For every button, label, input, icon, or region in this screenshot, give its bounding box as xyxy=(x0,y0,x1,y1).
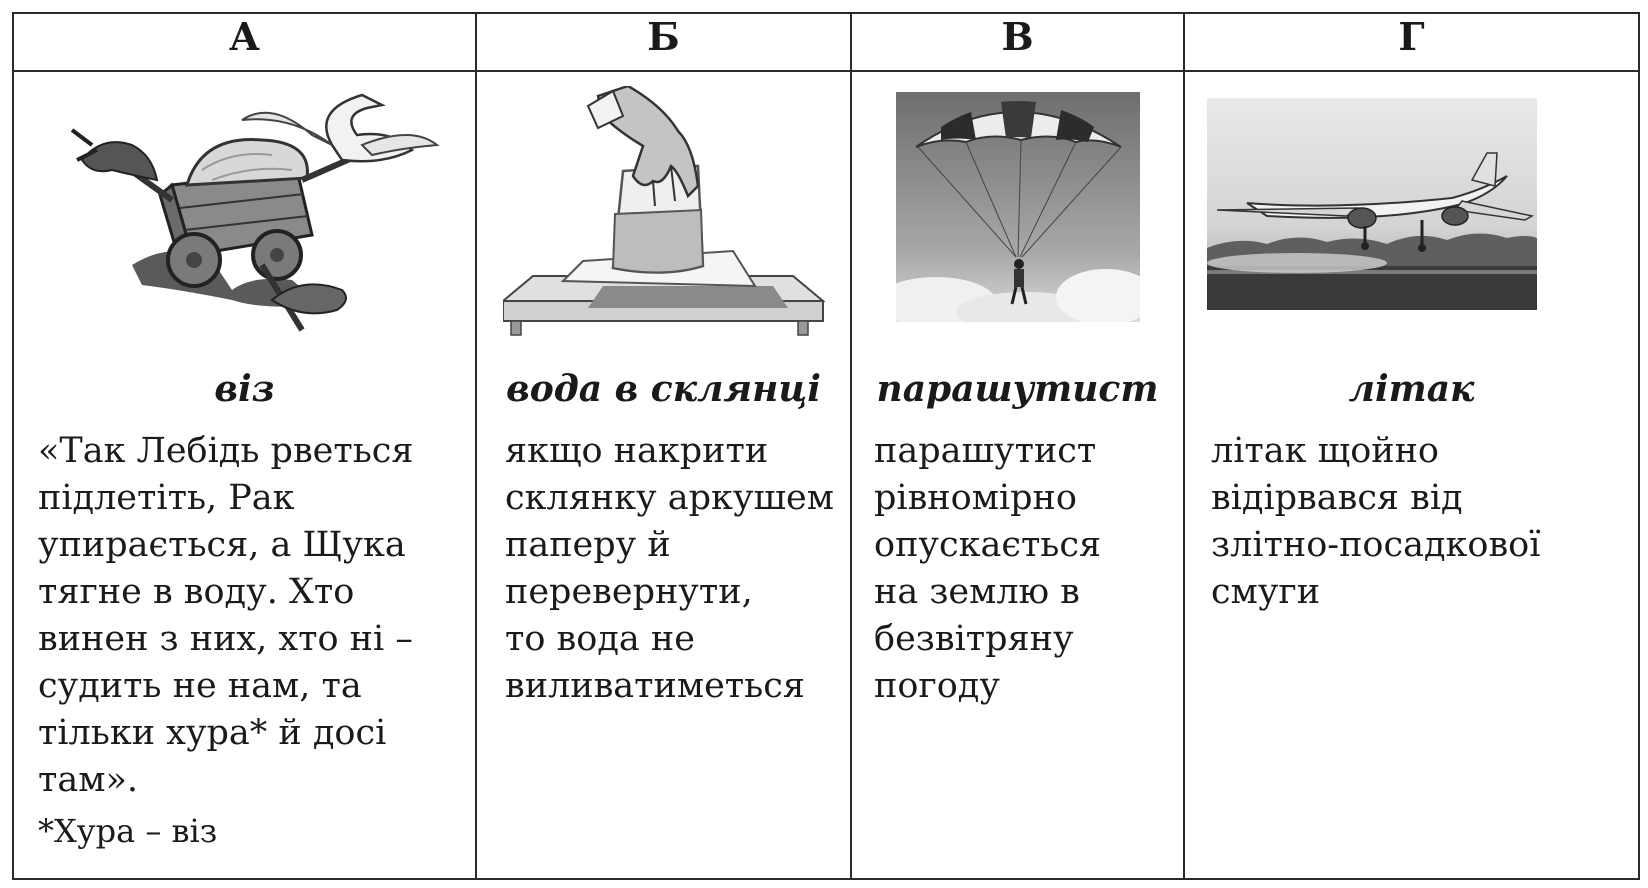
header-row xyxy=(13,13,1639,71)
caption-b: вода в склянці xyxy=(506,368,821,410)
cart-swan-crayfish-pike-illustration xyxy=(62,90,442,340)
column-letter-a: А xyxy=(13,13,476,71)
description-v: парашутист рівномірно опускається на землю в безвітряну погоду xyxy=(874,431,1102,706)
content-row xyxy=(13,71,1639,879)
description-a: «Так Лебідь рветься підлетіть, Рак упирається, а Щука тягне в воду. Хто винен з них, хто ні – судить не нам, та тільки хура* й досі там». xyxy=(38,431,414,800)
caption-g: літак xyxy=(1348,368,1475,410)
parachutist-photo xyxy=(896,92,1140,322)
option-a-cell xyxy=(13,71,476,879)
description-g: літак щойно відірвався від злітно-посадкової смуги xyxy=(1211,431,1541,612)
airplane-takeoff-photo xyxy=(1207,98,1537,310)
option-g-cell xyxy=(1184,71,1639,879)
option-v-cell xyxy=(851,71,1184,879)
column-letter-v: В xyxy=(851,13,1184,71)
glass-of-water-on-paper-illustration xyxy=(503,86,825,336)
options-table xyxy=(12,12,1640,880)
column-letter-g: Г xyxy=(1184,13,1639,71)
caption-v: парашутист xyxy=(876,368,1159,410)
caption-a: віз xyxy=(214,368,275,410)
column-letter-b: Б xyxy=(476,13,851,71)
option-b-cell xyxy=(476,71,851,879)
description-b: якщо накрити склянку аркушем паперу й перевернути, то вода не виливатиметься xyxy=(505,431,834,706)
footnote-a: *Хура – віз xyxy=(38,812,218,850)
